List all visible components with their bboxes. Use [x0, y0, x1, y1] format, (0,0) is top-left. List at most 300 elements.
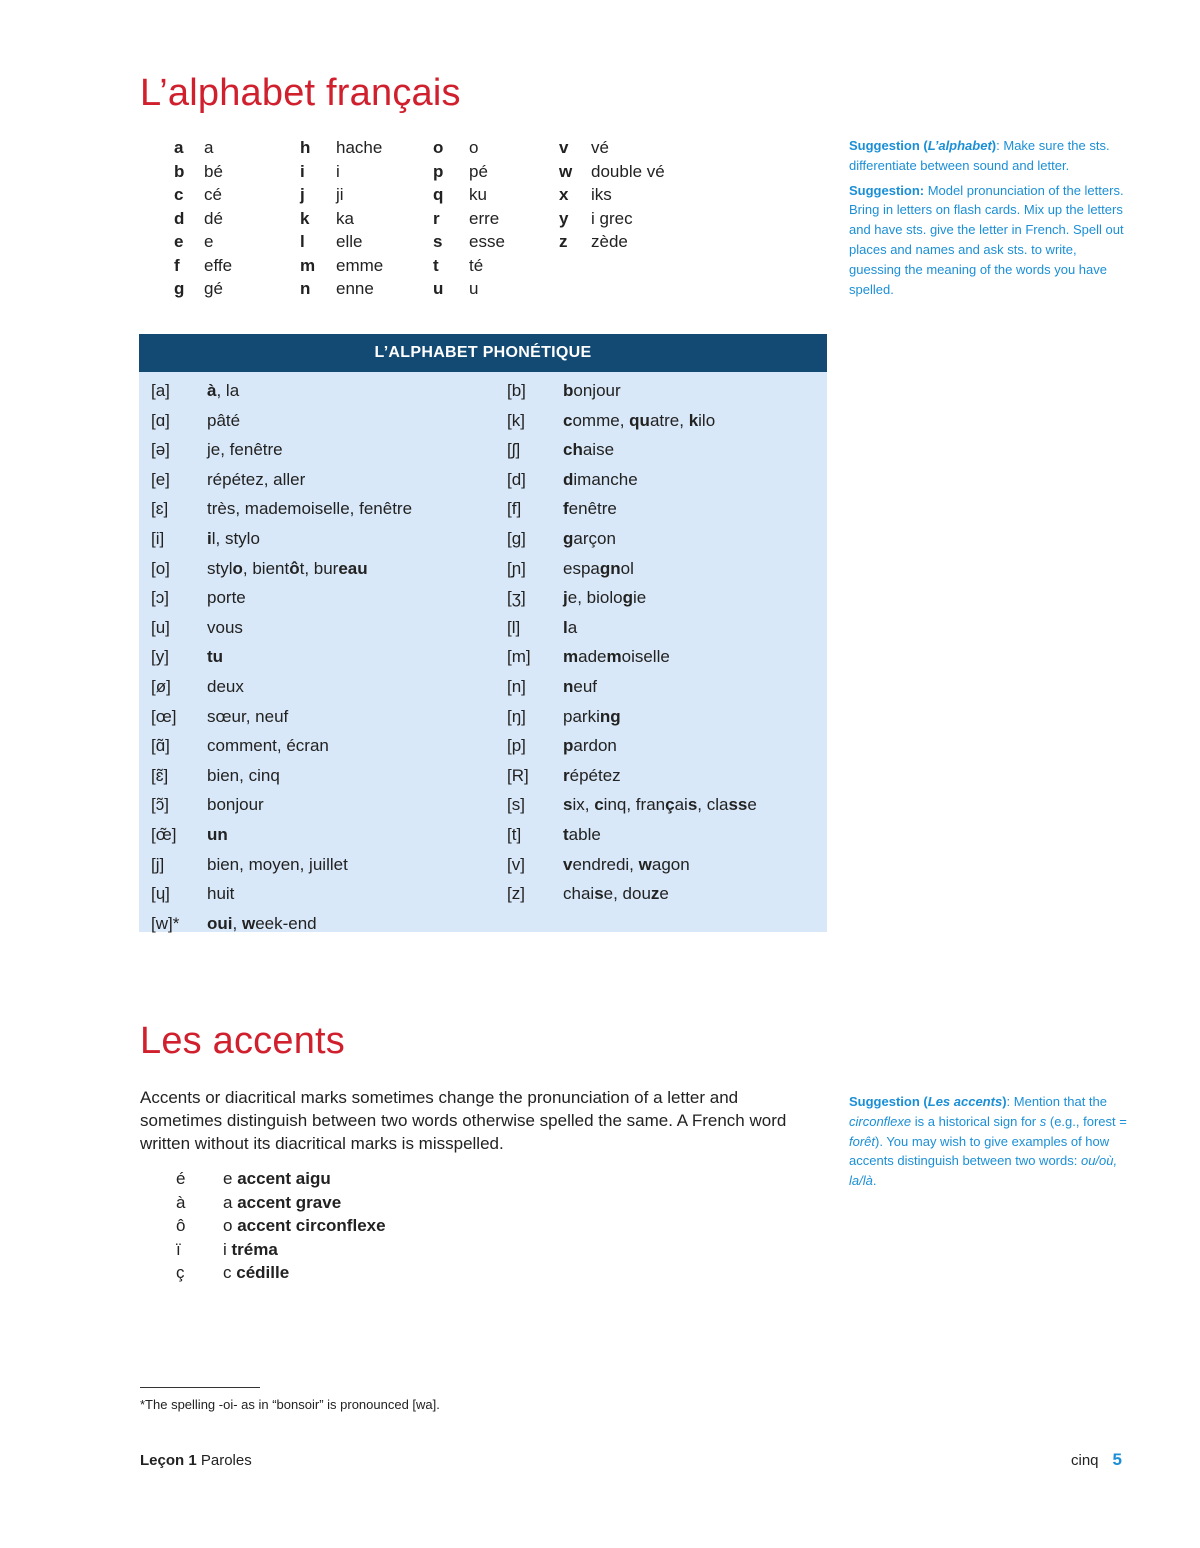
example-text: endredi, — [572, 854, 639, 874]
letter: o — [433, 138, 444, 157]
example-highlight: k — [688, 410, 699, 430]
alphabet-title: L’alphabet français — [140, 72, 461, 114]
example-highlight: ô — [289, 558, 300, 578]
example-highlight: g — [563, 528, 574, 548]
letter-name: gé — [204, 279, 223, 298]
example-highlight: un — [207, 824, 228, 844]
phonetic-symbol: [ə] — [151, 440, 170, 460]
phonetic-row — [507, 494, 757, 524]
note-paren: (Les accents) — [923, 1094, 1007, 1109]
accent-symbol: ô — [176, 1216, 186, 1235]
letter: n — [300, 279, 311, 298]
letter: s — [433, 232, 443, 251]
example-text: bien, moyen, juillet — [207, 854, 348, 874]
letter: u — [433, 279, 444, 298]
phonetic-example — [207, 499, 412, 518]
phonetic-row — [151, 613, 412, 643]
example-highlight: w — [241, 913, 256, 933]
phonetic-symbol: [e] — [151, 469, 170, 489]
example-highlight: d — [563, 469, 574, 489]
letter-name: zède — [591, 232, 628, 251]
letter: w — [559, 161, 573, 181]
phonetic-symbol: [u] — [151, 617, 170, 637]
alphabet-notes — [849, 136, 1127, 304]
phonetic-example — [207, 855, 348, 874]
alphabet-entry — [300, 160, 383, 184]
example-highlight: m — [563, 647, 579, 667]
phonetic-symbol: [g] — [507, 528, 526, 548]
phonetic-row — [507, 465, 757, 495]
note-term: circonflexe — [849, 1113, 912, 1129]
alphabet-entry — [433, 230, 505, 254]
example-text: arçon — [573, 528, 616, 548]
example-text: bonjour — [207, 795, 264, 815]
example-text: able — [568, 824, 601, 844]
example-text: comment, écran — [207, 736, 329, 756]
letter-name: pé — [469, 161, 488, 181]
phonetic-example — [563, 411, 715, 430]
alphabet-entry — [300, 136, 383, 160]
example-highlight: i — [207, 528, 212, 548]
phonetic-row — [151, 879, 412, 909]
phonetic-symbol: [j] — [151, 854, 165, 874]
phonetic-example — [207, 707, 288, 726]
example-text: eek-end — [255, 913, 317, 933]
letter: h — [300, 138, 311, 157]
phonetic-symbol: [a] — [151, 381, 170, 400]
phonetic-symbol: [ø] — [151, 676, 171, 696]
letter: a — [174, 138, 184, 157]
phonetic-example — [207, 766, 280, 785]
example-text: parki — [563, 706, 600, 726]
phonetic-symbol: [œ̃] — [151, 824, 177, 844]
note-label: Suggestion — [849, 138, 920, 153]
alphabet-column — [300, 136, 383, 301]
phonetic-example — [207, 529, 260, 548]
phonetic-row — [151, 761, 412, 791]
phonetic-example — [207, 588, 246, 607]
phonetic-row — [151, 702, 412, 732]
example-text: e, biolo — [567, 588, 623, 608]
phonetic-row — [507, 820, 757, 850]
phonetic-symbol: [ɔ] — [151, 588, 169, 608]
phonetic-row — [507, 731, 757, 761]
note-text: Model pronunciation of the letters. Bring in letters on flash cards. Mix up the letters and have sts. give the letter in French. Spell out places and names and ask sts. to write, guessing the meaning of the words you have spelled. — [849, 182, 1124, 297]
suggestion-note — [849, 1092, 1127, 1191]
letter: p — [433, 161, 444, 181]
note-paren: (L’alphabet) — [923, 138, 997, 153]
phonetic-example — [563, 736, 617, 755]
page-number: 5 — [1112, 1450, 1122, 1469]
example-text: atre, — [649, 410, 689, 430]
example-text: , fenêtre — [220, 440, 283, 460]
note-term: ou/où, la/là — [849, 1153, 1118, 1189]
alphabet-entry — [174, 254, 232, 278]
alphabet-entry — [174, 277, 232, 301]
accent-base-letter: a — [223, 1192, 233, 1212]
accent-item — [176, 1214, 386, 1238]
phonetic-symbol: [o] — [151, 558, 170, 578]
phonetic-symbol: [v] — [507, 854, 525, 874]
letter: d — [174, 208, 185, 228]
accent-base-letter: o — [223, 1216, 233, 1235]
letter-name: ka — [336, 208, 354, 228]
example-highlight: eau — [338, 558, 368, 578]
example-text: chai — [563, 884, 595, 904]
example-text: porte — [207, 588, 246, 608]
phonetic-row — [151, 554, 412, 584]
note-label: Suggestion: — [849, 182, 925, 198]
note-text: is a historical sign for — [911, 1113, 1040, 1129]
example-text: bien, cinq — [207, 765, 280, 785]
phonetic-example — [563, 559, 634, 578]
alphabet-entry — [174, 136, 232, 160]
note-text: ). You may wish to give examples of how accents distinguish between two words: — [849, 1133, 1110, 1169]
phonetic-row — [507, 879, 757, 909]
example-text: , bient — [242, 558, 290, 578]
phonetic-example — [563, 470, 638, 489]
example-text: e, dou — [603, 884, 651, 904]
letter: x — [559, 185, 569, 204]
example-highlight: w — [638, 854, 652, 874]
example-highlight: qu — [629, 410, 650, 430]
phonetic-symbol: [ɛ̃] — [151, 765, 169, 785]
accent-base-letter: c — [223, 1263, 232, 1282]
phonetic-symbol: [ŋ] — [507, 706, 526, 726]
accent-base-letter: e — [223, 1169, 233, 1188]
letter-name: elle — [336, 232, 363, 251]
phonetic-symbol: [b] — [507, 381, 526, 400]
phonetic-symbol: [t] — [507, 824, 522, 844]
phonetic-example — [563, 825, 601, 844]
phonetic-example — [563, 647, 670, 666]
accent-name: accent circonflexe — [237, 1216, 386, 1235]
accent-symbol: à — [176, 1192, 186, 1212]
alphabet-entry — [433, 183, 505, 207]
note-text: : Make sure the sts. differentiate between sound and letter. — [849, 138, 1110, 173]
example-text: ardon — [573, 736, 617, 756]
phonetic-symbol: [z] — [507, 884, 525, 904]
phonetic-symbol: [m] — [507, 647, 531, 667]
example-highlight: s — [563, 795, 573, 815]
example-highlight: c — [594, 795, 604, 815]
letter-name: i — [336, 161, 340, 181]
example-text: épétez — [569, 765, 621, 785]
phonetic-row — [507, 702, 757, 732]
alphabet-entry — [300, 230, 383, 254]
accent-item — [176, 1191, 386, 1215]
example-text: enêtre — [568, 499, 617, 519]
example-highlight: o — [232, 558, 243, 578]
phonetic-example — [563, 707, 621, 726]
phonetic-example — [563, 618, 577, 637]
phonetic-symbol: [i] — [151, 528, 165, 548]
phonetic-example — [563, 440, 614, 459]
example-highlight: s — [687, 795, 698, 815]
alphabet-entry — [559, 160, 665, 184]
alphabet-column — [433, 136, 505, 301]
letter: q — [433, 185, 444, 204]
example-text: , cla — [697, 795, 729, 815]
phonetic-symbol: [ɛ] — [151, 499, 169, 519]
letter-name: i grec — [591, 208, 633, 228]
letter: v — [559, 138, 569, 157]
footnote: *The spelling -oi- as in “bonsoir” is pronounced [wa]. — [140, 1397, 440, 1412]
letter-name: emme — [336, 255, 384, 275]
example-text: je — [207, 440, 221, 460]
letter: z — [559, 232, 568, 251]
phonetic-column-consonants — [507, 376, 757, 909]
phonetic-example — [207, 470, 305, 489]
example-text: pâté — [207, 410, 241, 430]
example-text: , — [216, 381, 226, 400]
accent-name: tréma — [231, 1239, 278, 1259]
phonetic-table-title: L’ALPHABET PHONÉTIQUE — [139, 334, 827, 372]
phonetic-row — [507, 406, 757, 436]
alphabet-entry — [174, 160, 232, 184]
example-text: , aller — [263, 469, 306, 489]
example-highlight: ss — [728, 795, 748, 815]
phonetic-example — [563, 677, 597, 696]
example-text: répétez — [207, 469, 264, 489]
letter-name: enne — [336, 279, 374, 298]
note-paren-text: Les accents — [927, 1094, 1003, 1109]
example-text: très, mademoiselle, fenêtre — [207, 499, 413, 519]
alphabet-entry — [559, 230, 665, 254]
phonetic-example — [207, 884, 234, 903]
letter-name: effe — [204, 255, 233, 275]
phonetic-row — [151, 524, 412, 554]
phonetic-symbol: [n] — [507, 676, 526, 696]
phonetic-symbol: [ɔ̃] — [151, 795, 169, 815]
alphabet-entry — [300, 207, 383, 231]
example-text: sœur, neuf — [207, 706, 289, 726]
accent-name: accent grave — [237, 1192, 342, 1212]
example-highlight: gn — [599, 558, 621, 578]
example-highlight: g — [622, 588, 633, 608]
phonetic-symbol: [ʒ] — [507, 588, 526, 608]
alphabet-entry — [559, 207, 665, 231]
letter-name: a — [204, 138, 214, 157]
example-text: a — [567, 617, 578, 637]
alphabet-entry — [433, 254, 505, 278]
letter: t — [433, 255, 439, 275]
accents-title: Les accents — [140, 1020, 345, 1062]
example-text: inq, fran — [603, 795, 666, 815]
phonetic-symbol: [y] — [151, 647, 169, 667]
phonetic-symbol: [k] — [507, 410, 525, 430]
example-highlight: s — [594, 884, 604, 904]
example-highlight: ng — [599, 706, 621, 726]
phonetic-row — [507, 672, 757, 702]
example-highlight: r — [563, 765, 570, 785]
example-text: huit — [207, 884, 235, 904]
phonetic-row — [151, 494, 412, 524]
phonetic-row — [151, 642, 412, 672]
accent-name: accent aigu — [237, 1169, 331, 1188]
alphabet-entry — [559, 136, 665, 160]
letter: b — [174, 161, 185, 181]
example-text: ilo — [698, 410, 716, 430]
example-text: la — [225, 381, 240, 400]
example-highlight: v — [563, 854, 573, 874]
note-label: Suggestion — [849, 1094, 920, 1109]
example-highlight: ch — [563, 440, 583, 460]
example-highlight: ç — [665, 795, 675, 815]
phonetic-row — [151, 465, 412, 495]
phonetic-example — [563, 499, 617, 518]
phonetic-symbol: [f] — [507, 499, 522, 519]
phonetic-row — [151, 820, 412, 850]
phonetic-table — [139, 334, 827, 932]
running-footer — [140, 1452, 252, 1469]
letter-name: esse — [469, 232, 505, 251]
example-text: omme, — [572, 410, 630, 430]
phonetic-example — [563, 795, 757, 814]
phonetic-row — [507, 761, 757, 791]
letter-name: o — [469, 138, 479, 157]
example-highlight: t — [563, 824, 569, 844]
phonetic-row — [507, 583, 757, 613]
phonetic-example — [207, 914, 317, 933]
example-text: ade — [578, 647, 607, 667]
phonetic-symbol: [ɲ] — [507, 558, 526, 578]
alphabet-entry — [433, 136, 505, 160]
phonetic-example — [207, 825, 228, 844]
letter-name: ku — [469, 185, 487, 204]
example-highlight: oui — [207, 913, 233, 933]
phonetic-row — [151, 731, 412, 761]
phonetic-column-vowels — [151, 376, 412, 938]
letter: k — [300, 208, 310, 228]
example-text: ix, — [572, 795, 595, 815]
accent-symbol: ï — [176, 1239, 181, 1259]
phonetic-symbol: [R] — [507, 765, 529, 785]
example-highlight: c — [563, 410, 573, 430]
phonetic-example — [563, 766, 621, 785]
letter-name: dé — [204, 208, 223, 228]
letter: j — [300, 185, 305, 204]
alphabet-entry — [559, 183, 665, 207]
phonetic-row — [507, 850, 757, 880]
suggestion-note — [849, 136, 1127, 176]
alphabet-column — [559, 136, 665, 254]
letter-name: hache — [336, 138, 383, 157]
accent-item — [176, 1261, 386, 1285]
accents-notes — [849, 1092, 1127, 1196]
accents-intro: Accents or diacritical marks sometimes change the pronunciation of a letter and sometimes distinguish between two words otherwise spelled the same. A French word written without its diacritical marks is misspelled. — [140, 1088, 787, 1154]
letter-name: iks — [591, 185, 612, 204]
phonetic-example — [207, 440, 283, 459]
example-text: aise — [582, 440, 615, 460]
letter-name: erre — [469, 208, 500, 228]
example-highlight: j — [563, 588, 568, 608]
section-label: Paroles — [200, 1452, 252, 1469]
phonetic-symbol: [w]* — [151, 913, 180, 933]
letter: i — [300, 161, 305, 181]
alphabet-entry — [433, 160, 505, 184]
example-text: oiselle — [621, 647, 670, 667]
example-text: ai — [674, 795, 688, 815]
phonetic-example — [207, 647, 223, 666]
phonetic-example — [563, 855, 690, 874]
example-highlight: p — [563, 736, 574, 756]
phonetic-row — [151, 850, 412, 880]
phonetic-row — [151, 672, 412, 702]
example-highlight: f — [563, 499, 569, 519]
phonetic-row — [507, 613, 757, 643]
example-text: ie — [632, 588, 647, 608]
alphabet-entry — [433, 207, 505, 231]
alphabet-entry — [174, 183, 232, 207]
page-footer — [1040, 1450, 1122, 1470]
phonetic-example — [207, 677, 244, 696]
alphabet-entry — [300, 183, 383, 207]
example-highlight: à — [207, 381, 217, 400]
example-text: espa — [563, 558, 600, 578]
phonetic-row — [507, 554, 757, 584]
alphabet-entry — [433, 277, 505, 301]
letter: g — [174, 279, 185, 298]
example-text: vous — [207, 617, 243, 637]
phonetic-symbol: [ʃ] — [507, 440, 521, 460]
accent-item — [176, 1167, 386, 1191]
example-text: ol — [620, 558, 634, 578]
phonetic-row — [151, 406, 412, 436]
accent-symbol: ç — [176, 1263, 185, 1282]
phonetic-row — [507, 435, 757, 465]
phonetic-row — [151, 376, 412, 406]
letter: y — [559, 208, 569, 228]
phonetic-example — [207, 559, 368, 578]
example-text: e — [659, 884, 669, 904]
example-text: onjour — [573, 381, 621, 400]
phonetic-example — [207, 381, 239, 400]
lesson-label: Leçon 1 — [140, 1452, 197, 1469]
example-text: deux — [207, 676, 244, 696]
example-text: e — [747, 795, 757, 815]
example-text: agon — [651, 854, 690, 874]
note-term: forêt — [849, 1133, 876, 1149]
note-term: s — [1039, 1113, 1047, 1129]
note-text: . — [872, 1173, 877, 1189]
accent-item — [176, 1238, 386, 1262]
example-text: t, bur — [299, 558, 339, 578]
phonetic-symbol: [ɥ] — [151, 884, 170, 904]
phonetic-symbol: [d] — [507, 469, 526, 489]
letter-name: té — [469, 255, 484, 275]
phonetic-row — [507, 790, 757, 820]
letter: c — [174, 185, 184, 204]
alphabet-column — [174, 136, 232, 301]
example-highlight: tu — [207, 647, 224, 667]
example-highlight: b — [563, 381, 574, 400]
example-highlight: n — [563, 676, 574, 696]
phonetic-row — [151, 790, 412, 820]
phonetic-row — [151, 435, 412, 465]
phonetic-example — [563, 884, 669, 903]
example-text: , — [232, 913, 242, 933]
example-highlight: z — [650, 884, 660, 904]
phonetic-symbol: [œ] — [151, 706, 177, 726]
alphabet-entry — [300, 254, 383, 278]
phonetic-row — [507, 642, 757, 672]
example-text: imanche — [573, 469, 638, 489]
letter-name: double vé — [591, 161, 665, 181]
alphabet-entry — [174, 230, 232, 254]
letter-name: e — [204, 232, 214, 251]
accent-name: cédille — [236, 1263, 290, 1282]
